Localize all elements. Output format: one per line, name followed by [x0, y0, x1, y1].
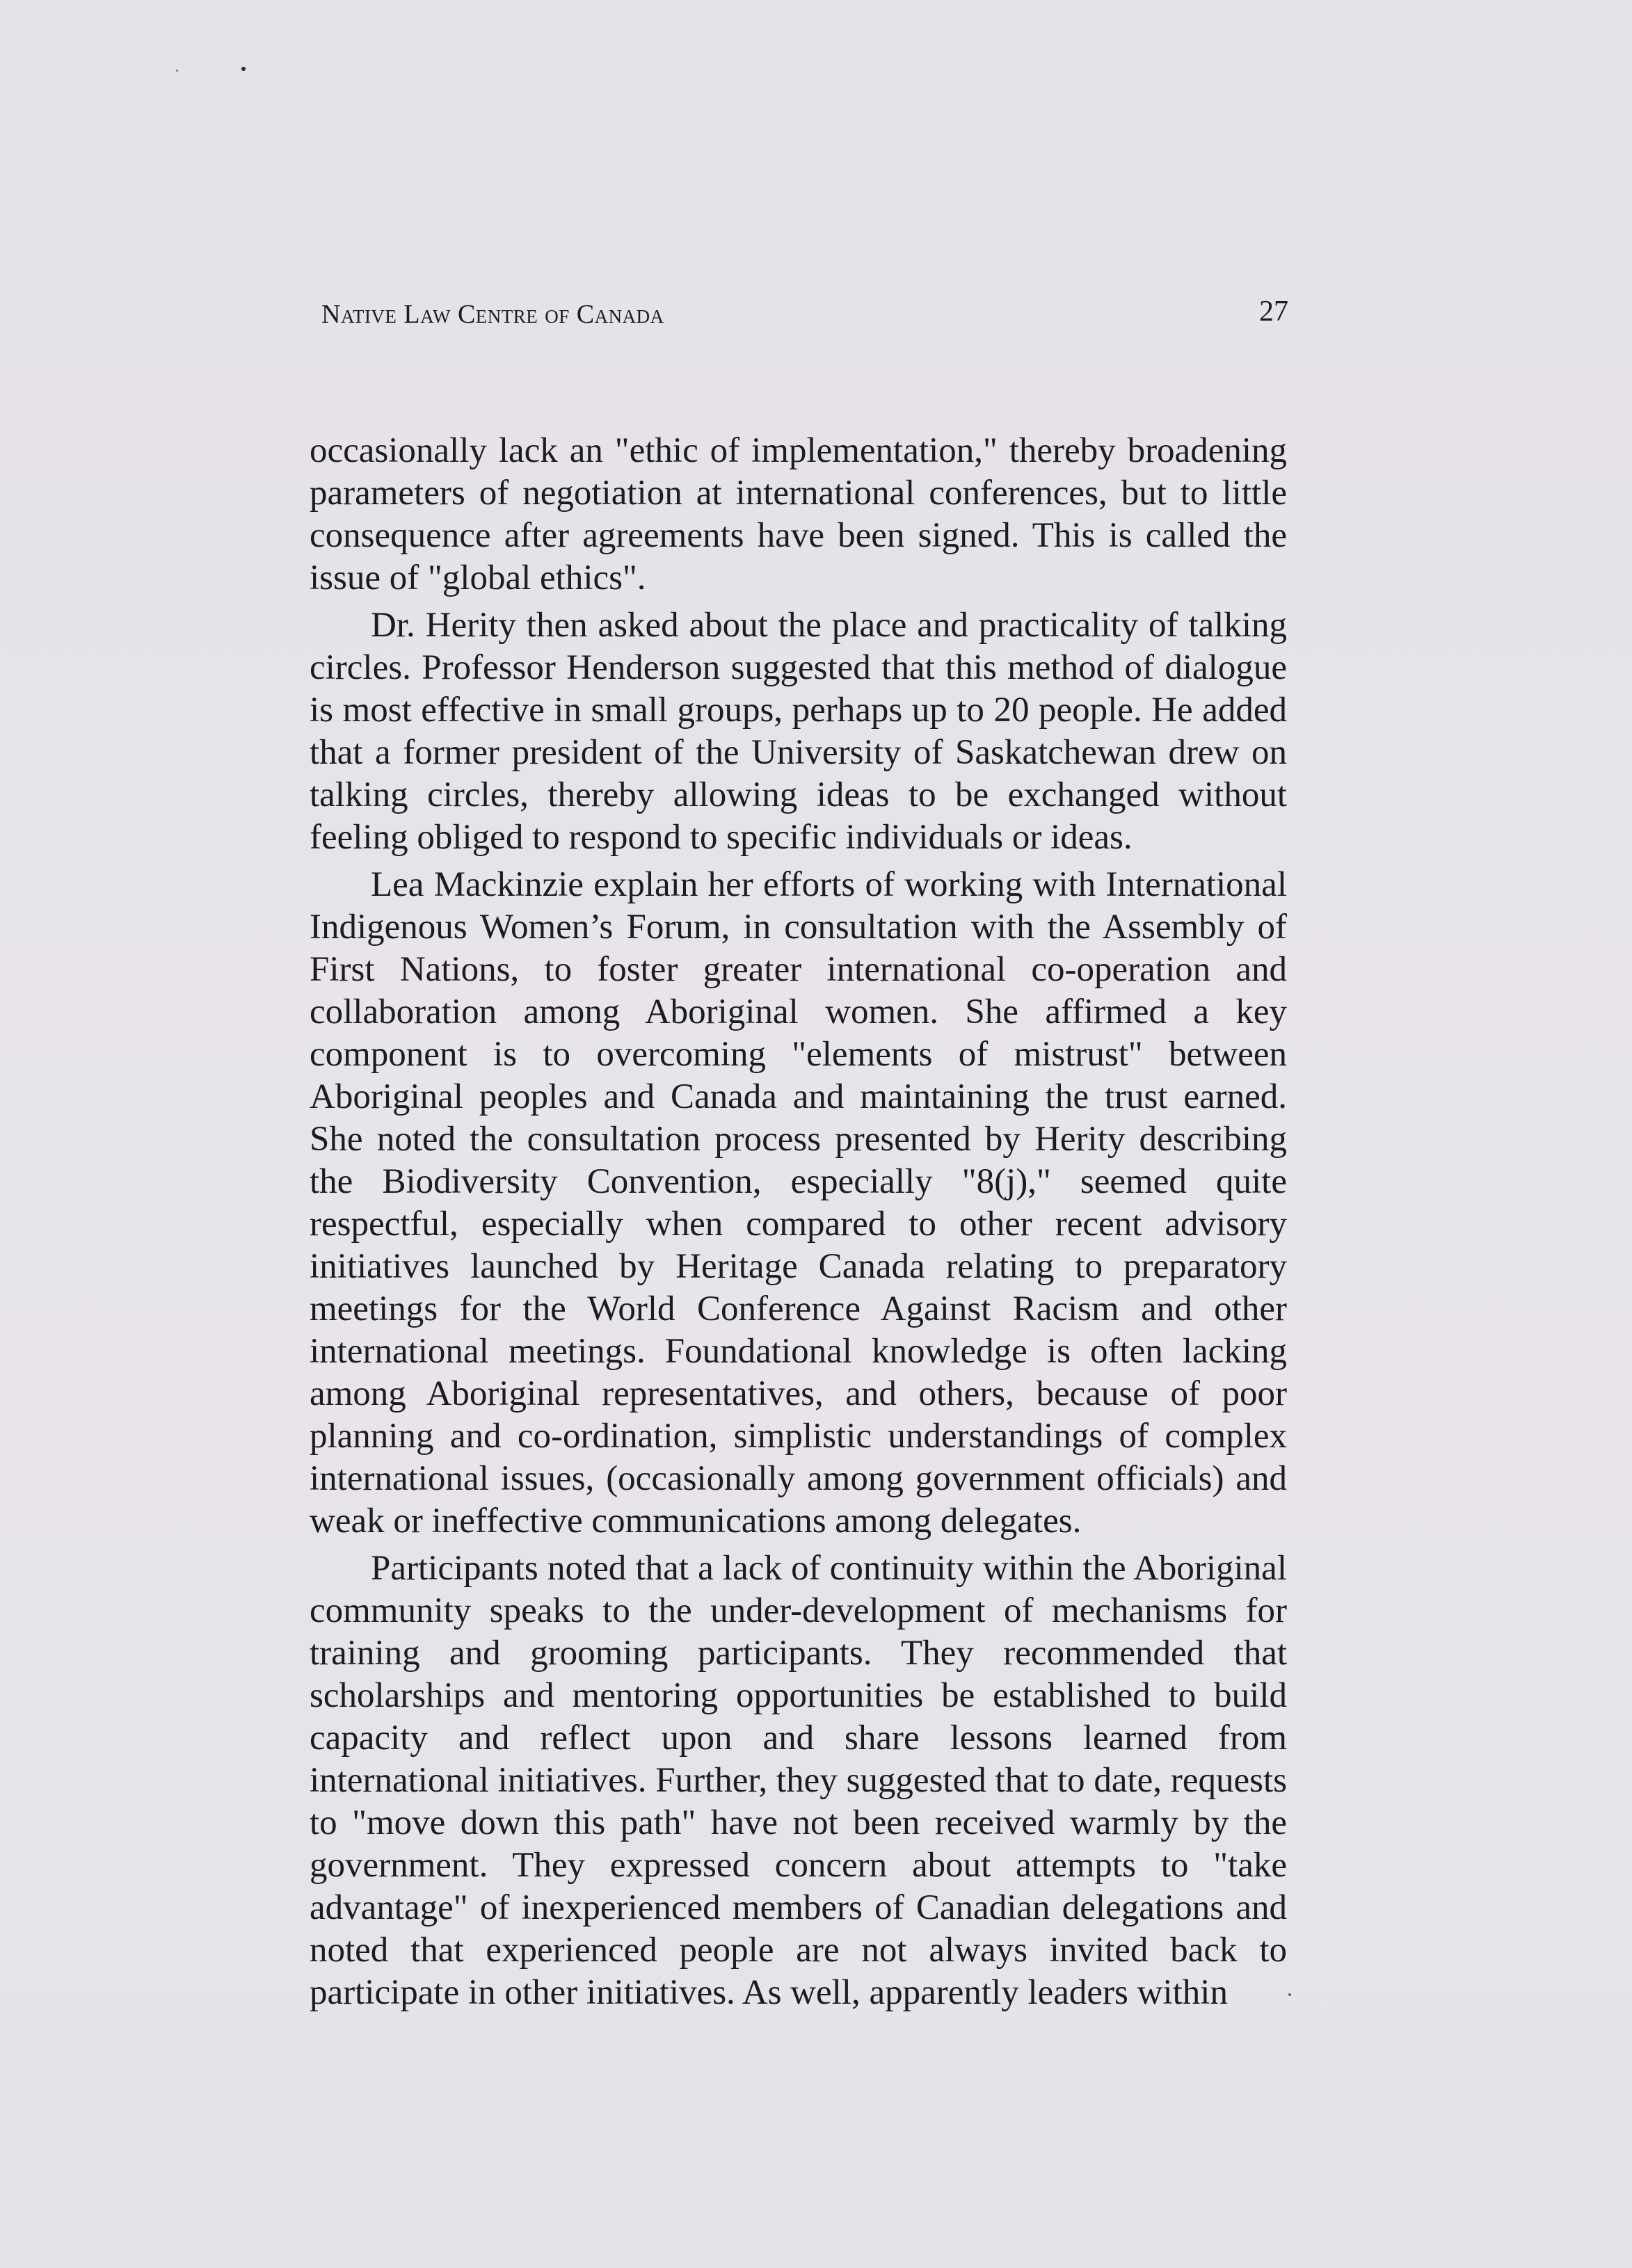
page-number: 27: [1259, 296, 1288, 328]
running-head: Native Law Centre of Canada: [321, 300, 664, 329]
paragraph-1: occasionally lack an "ethic of implementation," thereby broadening parameters of negotiation at international conferences, but to little consequence after agreements have been signed. This is called the issue of "global ethics".: [310, 431, 1287, 597]
scan-speck: [176, 70, 178, 72]
paragraph-2: Dr. Herity then asked about the place and practicality of talking circles. Professor Henderson suggested that this method of dialogue is most effective in small groups, perhaps up to 20 people. He added that a former president of the University of Saskatchewan drew on talking circles, thereby allowing ideas to be exchanged without feeling obliged to respond to specific individuals or ideas.: [310, 606, 1287, 857]
scan-speck: [1288, 1993, 1291, 1996]
page-header: [321, 291, 1288, 332]
paragraph-3: Lea Mackinzie explain her efforts of working with International Indigenous Women’s Forum, in consultation with the Assembly of First Nations, to foster greater international co-operation and collaboration among Aboriginal women. She affirmed a key component is to overcoming "elements of mistrust" between Aboriginal peoples and Canada and maintaining the trust earned. She noted the consultation process presented by Herity describing the Biodiversity Convention, especially "8(j)," seemed quite respectful, especially when compared to other recent advisory initiatives launched by Heritage Canada relating to preparatory meetings for the World Conference Against Racism and other international meetings. Foundational knowledge is often lacking among Aboriginal representatives, and others, because of poor planning and co-ordination, simplistic understandings of complex international issues, (occasionally among government officials) and weak or ineffective communications among delegates.: [310, 865, 1287, 1541]
scan-speck: [241, 67, 246, 71]
paragraph-4: Participants noted that a lack of continuity within the Aboriginal community speaks to the under-development of mechanisms for training and grooming participants. They recommended that scholarships and mentoring opportunities be established to build capacity and reflect upon and share lessons learned from international initiatives. Further, they suggested that to date, requests to "move down this path" have not been received warmly by the government. They expressed concern about attempts to "take advantage" of inexperienced members of Canadian delegations and noted that experienced people are not always invited back to participate in other initiatives. As well, apparently leaders within: [310, 1549, 1287, 2012]
body-text: [310, 430, 1287, 2019]
